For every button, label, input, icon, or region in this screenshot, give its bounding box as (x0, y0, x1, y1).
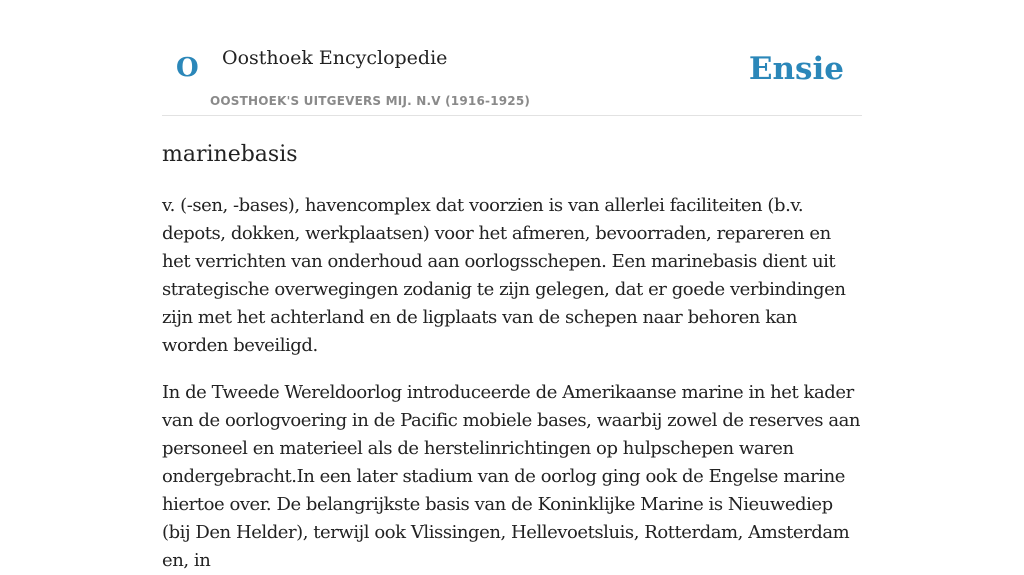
content-container (162, 0, 862, 575)
article-paragraph: In de Tweede Wereldoorlog introduceerde de Amerikaanse marine in het kader van de oorlogvoering in de Pacific mobiele bases, waarbij zowel de reserves aan personeel en materieel als de herstelinrichtingen op hulpschepen waren ondergebracht.In een later stadium van de oorlog ging ook de Engelse marine hiertoe over. De belangrijkste basis van de Koninklijke Marine is Nieuwediep (bij Den Helder), terwijl ook Vlissingen, Hellevoetsluis, Rotterdam, Amsterdam en, in (162, 382, 861, 571)
article-paragraph: v. (-sen, -bases), havencomplex dat voorzien is van allerlei faciliteiten (b.v. depots, dokken, werkplaatsen) voor het afmeren, bevoorraden, repareren en het verrichten van onderhoud aan oorlogsschepen. Een marinebasis dient uit strategische overwegingen zodanig te zijn gelegen, dat er goede verbindingen zijn met het achterland en de ligplaats van de schepen naar behoren kan worden beveiligd. (162, 195, 846, 356)
source-logo[interactable]: O (176, 53, 199, 83)
entry-title: marinebasis (162, 142, 298, 167)
brand-logo[interactable]: Ensie (748, 51, 844, 87)
source-title[interactable]: Oosthoek Encyclopedie (222, 47, 448, 69)
header (162, 0, 862, 116)
source-subtitle: OOSTHOEK'S UITGEVERS MIJ. N.V (1916-1925) (210, 94, 531, 108)
